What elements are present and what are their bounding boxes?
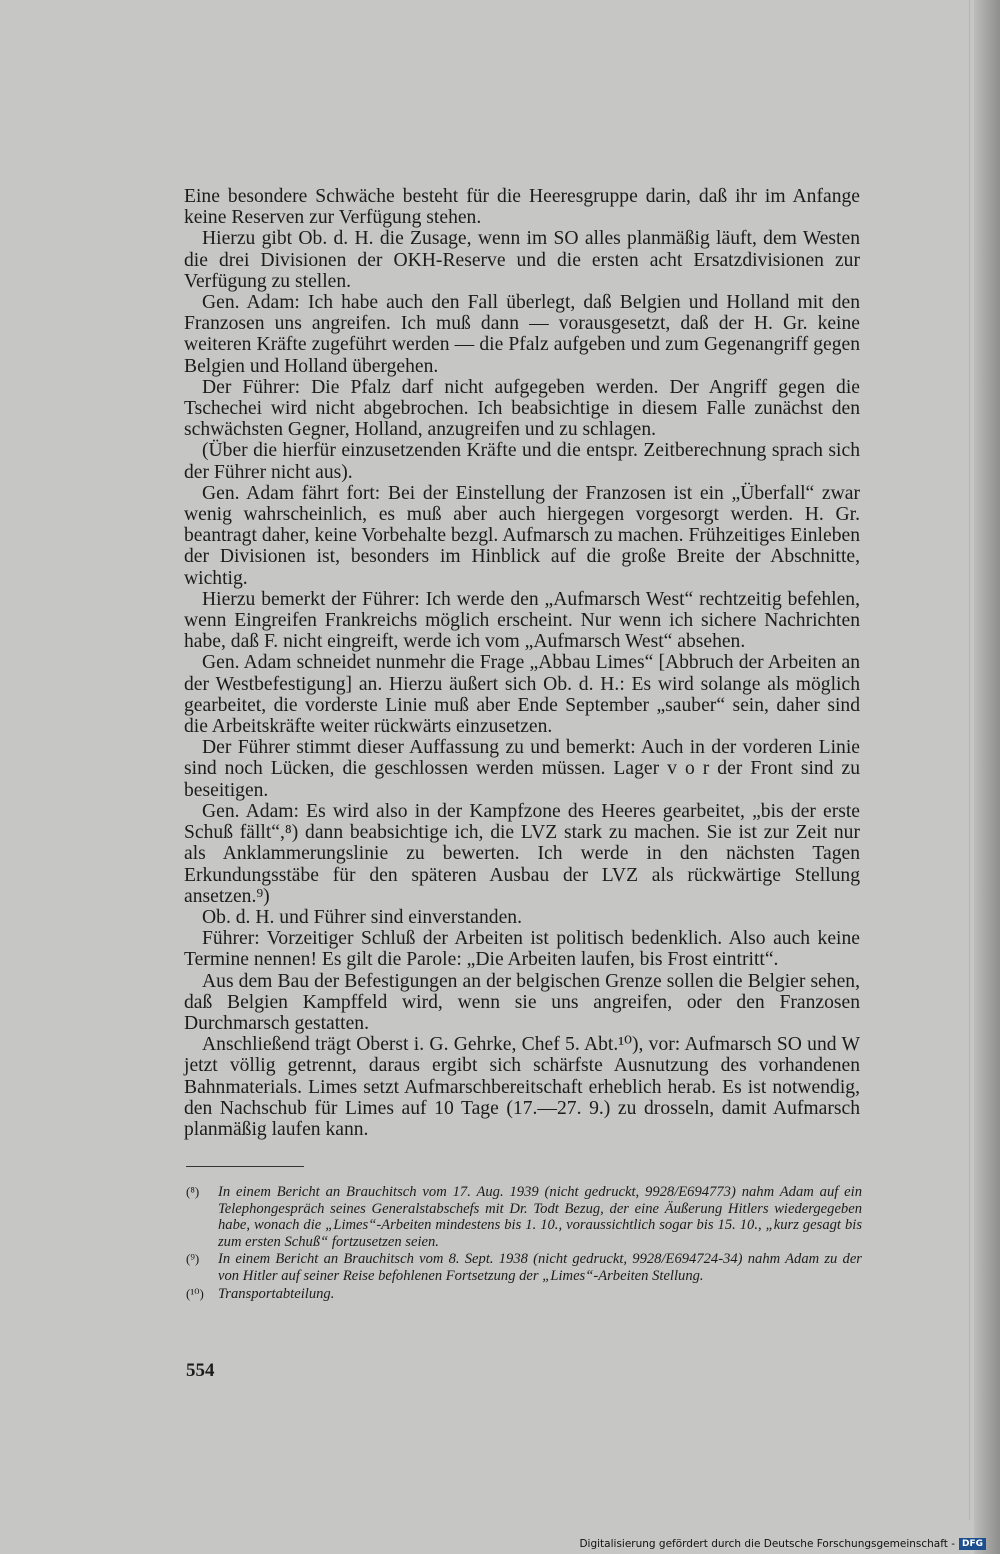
paragraph: Der Führer: Die Pfalz darf nicht aufgegeben werden. Der Angriff gegen die Tschechei wird nicht abgebrochen. Ich beabsichtige in diesem Falle zunächst den schwächsten Gegner, Holland, anzugreifen und zu schlagen. xyxy=(184,376,860,441)
footnote-number: (¹⁰) xyxy=(186,1285,204,1301)
paragraph: Gen. Adam fährt fort: Bei der Einstellung der Franzosen ist ein „Überfall“ zwar wenig wahrscheinlich, es muß aber auch hiergegen vorgesorgt werden. H. Gr. beantragt daher, keine Vorbehalte bezgl. Aufmarsch zu machen. Frühzeitiges Einleben der Divisionen ist, besonders im Hinblick auf die große Breite der Abschnitte, wichtig. xyxy=(184,482,860,589)
footnote-number: (⁹) xyxy=(186,1251,200,1267)
footnote-text: In einem Bericht an Brauchitsch vom 8. Sept. 1938 (nicht gedruckt, 9928/E694724-34) nahm Adam zu der von Hitler auf seiner Reise befohlenen Fortsetzung der „Limes“-Arbeiten Stellung. xyxy=(218,1251,862,1284)
paragraph: Hierzu bemerkt der Führer: Ich werde den „Aufmarsch West“ rechtzeitig befehlen, wenn Eingreifen Frankreichs möglich erscheint. Nur wenn ich sichere Nachrichten habe, daß F. nicht eingreift, werde ich vom „Aufmarsch West“ absehen. xyxy=(184,588,860,653)
dfg-logo: DFG xyxy=(959,1538,986,1550)
digitization-credit xyxy=(579,1537,986,1551)
footnote-9 xyxy=(186,1251,862,1284)
paragraph: Gen. Adam schneidet nunmehr die Frage „Abbau Limes“ [Abbruch der Arbeiten an der Westbefestigung] an. Hierzu äußert sich Ob. d. H.: Es wird solange als möglich gearbeitet, die vorderste Linie muß aber Ende September „sauber“ sein, daher sind die Arbeitskräfte weiter rückwärts einzusetzen. xyxy=(184,652,860,738)
paragraph: Gen. Adam: Es wird also in der Kampfzone des Heeres gearbeitet, „bis der erste Schuß fällt“,⁸) dann beabsichtige ich, die LVZ stark zu machen. Sie ist zur Zeit nur als Anklammerungslinie zu bewerten. Ich werde in den nächsten Tagen Erkundungsstäbe für den späteren Ausbau der LVZ als rückwärtige Stellung ansetzen.⁹) xyxy=(184,800,860,907)
page-number: 554 xyxy=(186,1360,215,1381)
body-text xyxy=(184,186,860,1140)
footnote-rule xyxy=(186,1166,304,1167)
footnote-8 xyxy=(186,1184,862,1250)
credit-text: Digitalisierung gefördert durch die Deutsche Forschungsgemeinschaft - xyxy=(579,1538,955,1550)
paragraph: Eine besondere Schwäche besteht für die Heeresgruppe darin, daß ihr im Anfange keine Reserven zur Verfügung stehen. xyxy=(184,186,860,229)
book-page-edge xyxy=(974,0,1000,1554)
paragraph: Ob. d. H. und Führer sind einverstanden. xyxy=(202,906,522,928)
paragraph: Aus dem Bau der Befestigungen an der belgischen Grenze sollen die Belgier sehen, daß Belgien Kampffeld wird, wenn sie uns angreifen, oder den Franzosen Durchmarsch gestatten. xyxy=(184,970,860,1034)
paragraph: Der Führer stimmt dieser Auffassung zu und bemerkt: Auch in der vorderen Linie sind noch Lücken, die geschlossen werden müssen. Lager v o r der Front sind zu beseitigen. xyxy=(184,737,860,801)
footnote-text: In einem Bericht an Brauchitsch vom 17. Aug. 1939 (nicht gedruckt, 9928/E694773) nahm Adam auf ein Telephongespräch seines Generalstabschefs mit Dr. Todt Bezug, der eine Äußerung Hitlers wiedergegeben habe, wonach die „Limes“-Arbeiten mindestens bis 1. 10., voraussichtlich sogar bis 15. 10., „kurz gesagt bis zum ersten Schuß“ fortzusetzen seien. xyxy=(218,1184,862,1250)
paragraph: Anschließend trägt Oberst i. G. Gehrke, Chef 5. Abt.¹⁰), vor: Aufmarsch SO und W jetzt völlig getrennt, daraus ergibt sich schärfste Ausnutzung des vorhandenen Bahnmaterials. Limes setzt Aufmarschbereitschaft erheblich herab. Es ist notwendig, den Nachschub für Limes auf 10 Tage (17.—27. 9.) zu drosseln, damit Aufmarsch planmäßig laufen kann. xyxy=(184,1034,860,1140)
footnote-10 xyxy=(186,1286,862,1303)
paragraph: (Über die hierfür einzusetzenden Kräfte und die entspr. Zeitberechnung sprach sich der Führer nicht aus). xyxy=(184,440,860,483)
footnote-text: Transportabteilung. xyxy=(218,1285,335,1302)
paragraph: Führer: Vorzeitiger Schluß der Arbeiten ist politisch bedenklich. Also auch keine Termine nennen! Es gilt die Parole: „Die Arbeiten laufen, bis Frost eintritt“. xyxy=(184,928,860,971)
footnotes xyxy=(186,1184,862,1303)
paragraph: Gen. Adam: Ich habe auch den Fall überlegt, daß Belgien und Holland mit den Franzosen uns angreifen. Ich muß dann — vorausgesetzt, daß der H. Gr. keine weiteren Kräfte zugeführt werden — die Pfalz aufgeben und zum Gegenangriff gegen Belgien und Holland übergehen. xyxy=(184,292,860,377)
paragraph: Hierzu gibt Ob. d. H. die Zusage, wenn im SO alles planmäßig läuft, dem Westen die drei Divisionen der OKH-Reserve und die ersten acht Ersatzdivisionen zur Verfügung zu stellen. xyxy=(184,228,860,292)
footnote-number: (⁸) xyxy=(186,1184,200,1199)
page-edge-line xyxy=(969,0,970,1520)
